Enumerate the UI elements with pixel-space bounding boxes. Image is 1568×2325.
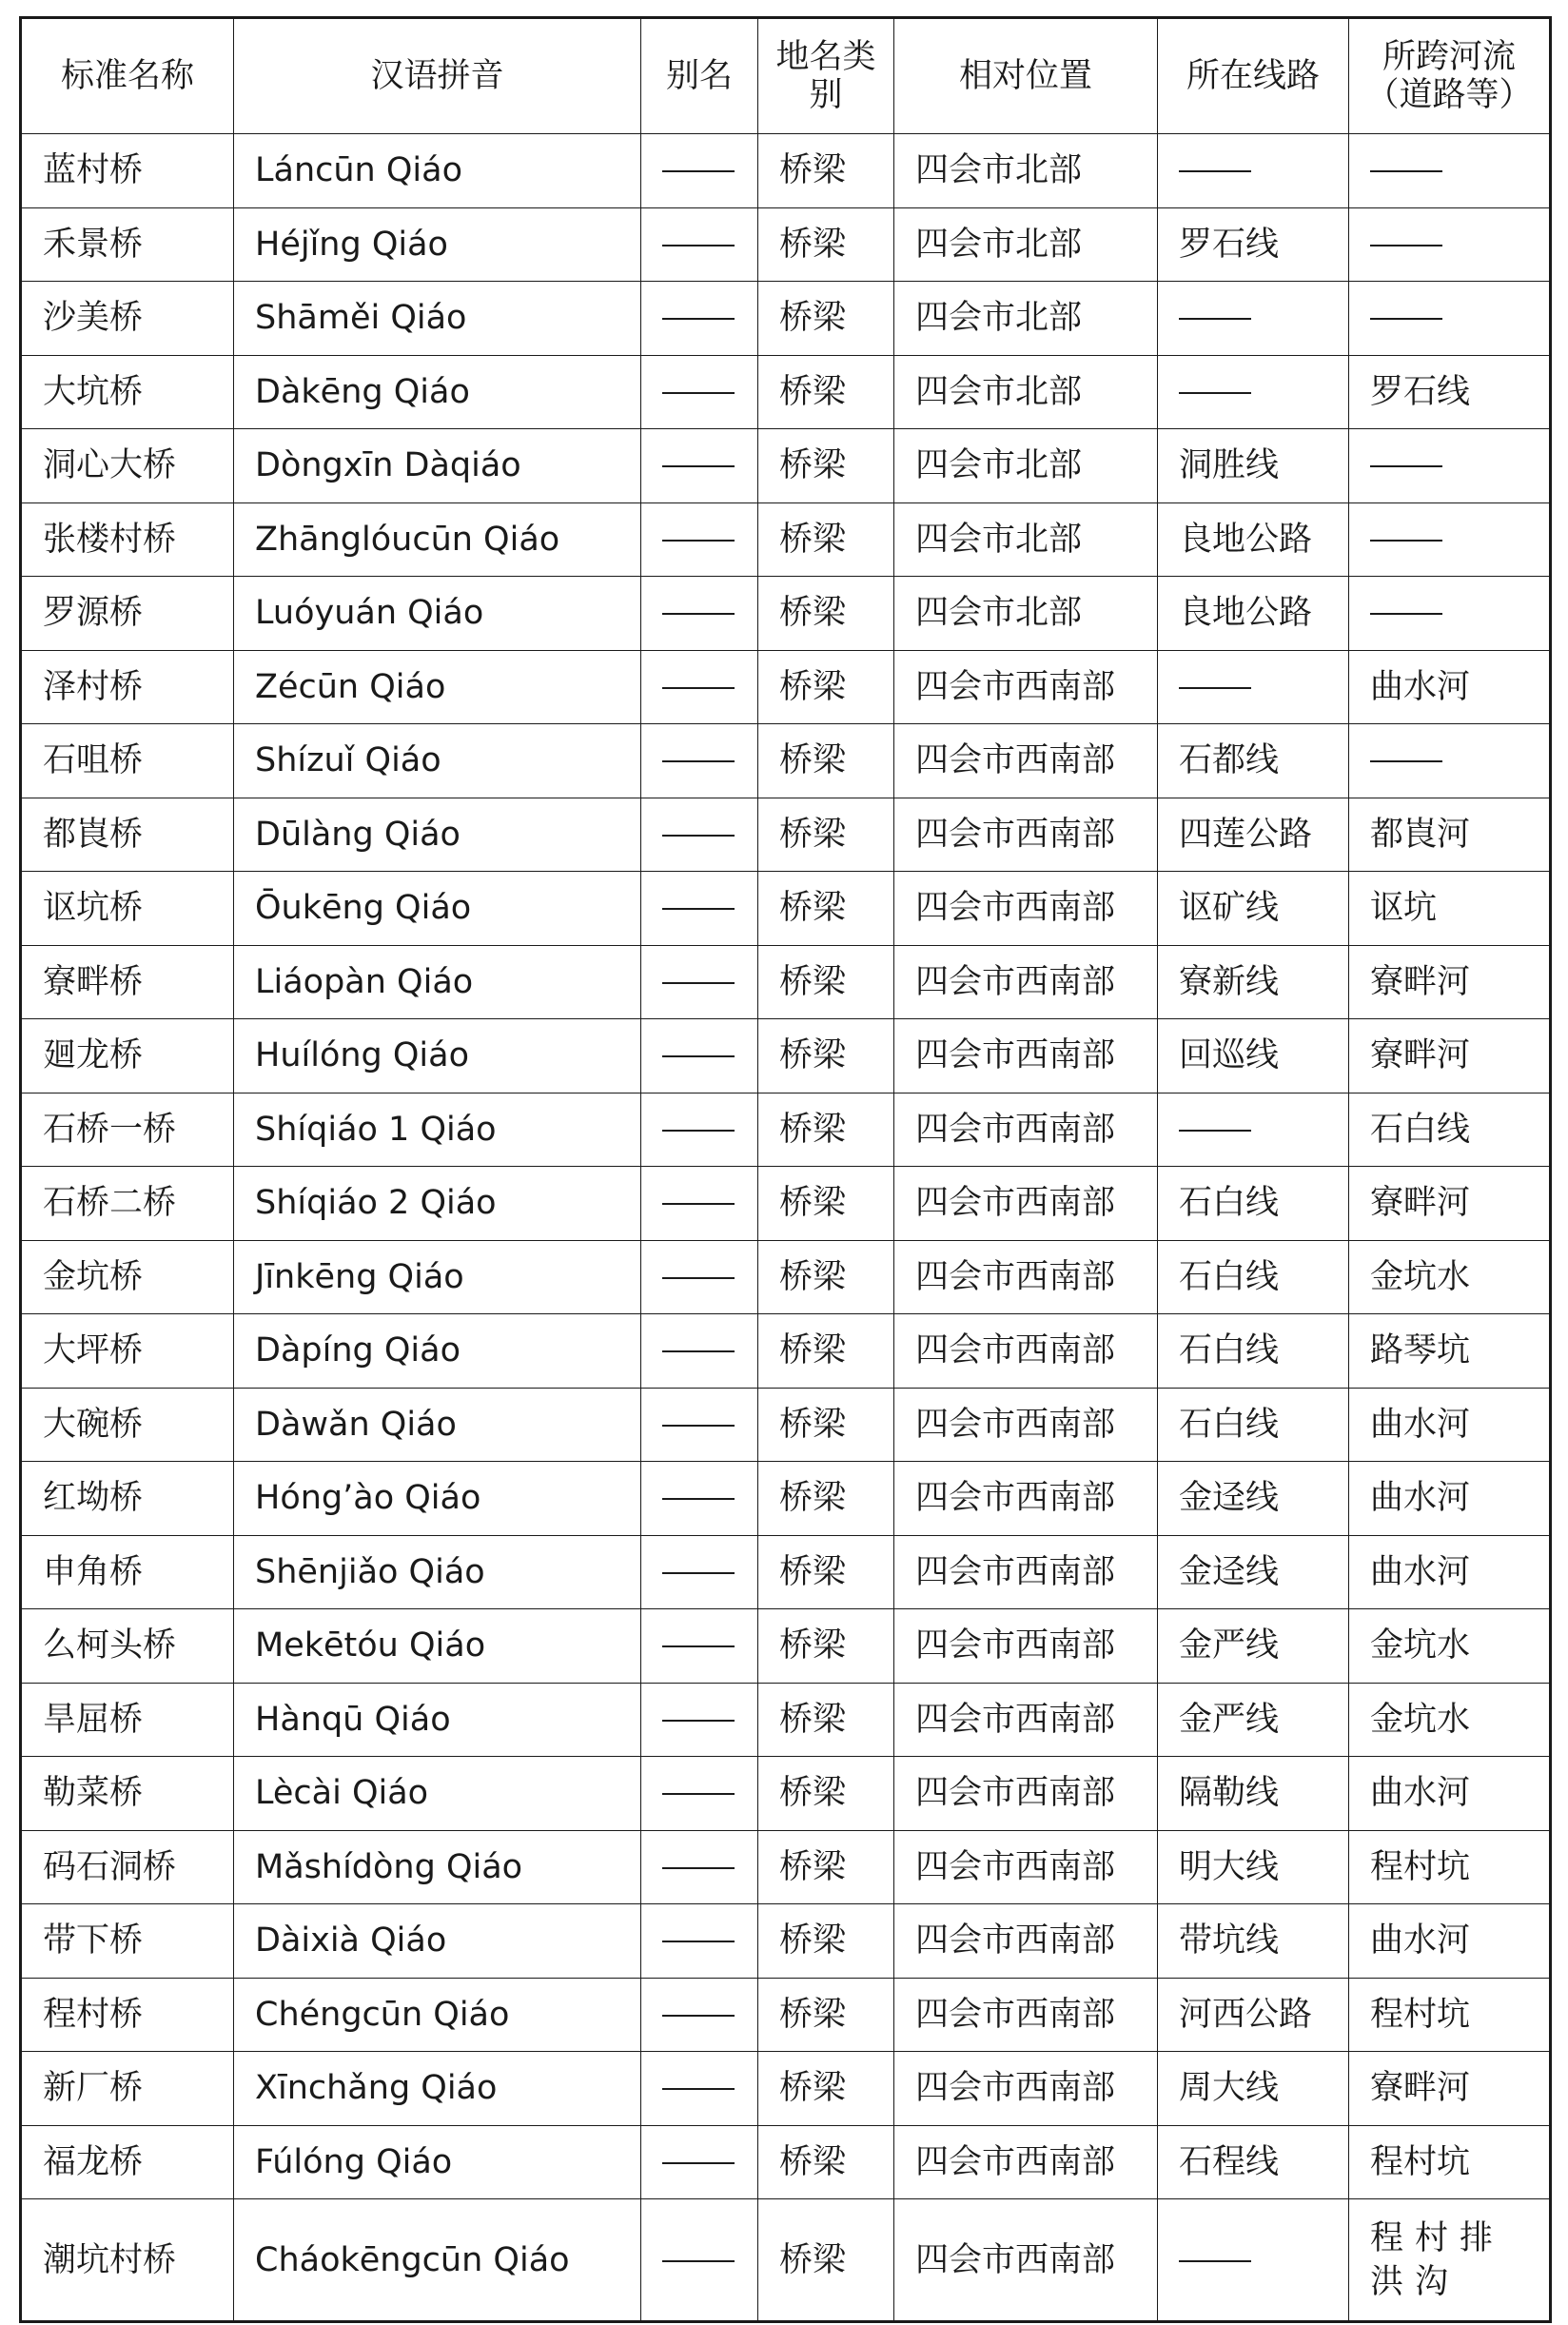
header-row bbox=[21, 18, 1551, 134]
cell-alias bbox=[641, 429, 758, 503]
dash-line bbox=[1370, 613, 1442, 615]
cell-category: 桥梁 bbox=[758, 577, 894, 651]
cell-standard-name: 石桥二桥 bbox=[21, 1167, 234, 1241]
cell-category: 桥梁 bbox=[758, 355, 894, 429]
cell-relative-position: 四会市西南部 bbox=[894, 1462, 1158, 1536]
cell-category: 桥梁 bbox=[758, 1462, 894, 1536]
cell-standard-name: 程村桥 bbox=[21, 1978, 234, 2052]
cell-standard-name: 新厂桥 bbox=[21, 2052, 234, 2126]
dash-line bbox=[1179, 170, 1251, 172]
dash-line bbox=[662, 318, 735, 320]
cell-route: 金迳线 bbox=[1158, 1535, 1349, 1609]
cell-route: 石程线 bbox=[1158, 2125, 1349, 2199]
dash-line bbox=[1370, 465, 1442, 467]
cell-relative-position: 四会市西南部 bbox=[894, 1830, 1158, 1904]
dash-line bbox=[662, 1645, 735, 1647]
cell-alias bbox=[641, 650, 758, 724]
table-row bbox=[21, 1904, 1551, 1979]
cell-alias bbox=[641, 2199, 758, 2322]
cell-pinyin: Dàixià Qiáo bbox=[234, 1904, 641, 1979]
cell-route: 金严线 bbox=[1158, 1683, 1349, 1757]
bridge-names-table bbox=[19, 16, 1552, 2323]
cell-relative-position: 四会市西南部 bbox=[894, 1019, 1158, 1094]
table-row bbox=[21, 1757, 1551, 1831]
cell-category: 桥梁 bbox=[758, 1093, 894, 1167]
cell-crosses bbox=[1349, 207, 1551, 282]
table-row bbox=[21, 872, 1551, 946]
cell-alias bbox=[641, 1462, 758, 1536]
table-row bbox=[21, 1240, 1551, 1314]
dash-line bbox=[662, 908, 735, 910]
dash-line bbox=[662, 2260, 735, 2262]
table-row bbox=[21, 650, 1551, 724]
dash-line bbox=[662, 540, 735, 542]
cell-alias bbox=[641, 1683, 758, 1757]
cell-relative-position: 四会市西南部 bbox=[894, 1535, 1158, 1609]
cell-crosses bbox=[1349, 282, 1551, 356]
dash-line bbox=[1179, 2260, 1251, 2262]
dash-line bbox=[662, 465, 735, 467]
cell-relative-position: 四会市西南部 bbox=[894, 650, 1158, 724]
table-row bbox=[21, 1683, 1551, 1757]
cell-route: 金严线 bbox=[1158, 1609, 1349, 1684]
cell-relative-position: 四会市西南部 bbox=[894, 1609, 1158, 1684]
table-row bbox=[21, 2199, 1551, 2322]
cell-relative-position: 四会市西南部 bbox=[894, 798, 1158, 872]
cell-relative-position: 四会市西南部 bbox=[894, 1683, 1158, 1757]
cell-standard-name: 禾景桥 bbox=[21, 207, 234, 282]
cell-alias bbox=[641, 1093, 758, 1167]
cell-alias bbox=[641, 207, 758, 282]
cell-route: 金迳线 bbox=[1158, 1462, 1349, 1536]
cell-crosses: 寮畔河 bbox=[1349, 945, 1551, 1019]
table-row bbox=[21, 134, 1551, 208]
table-row bbox=[21, 502, 1551, 577]
cell-standard-name: 金坑桥 bbox=[21, 1240, 234, 1314]
cell-route: 寮新线 bbox=[1158, 945, 1349, 1019]
cell-standard-name: 大碗桥 bbox=[21, 1388, 234, 1462]
dash-line bbox=[1370, 245, 1442, 246]
dash-line bbox=[662, 760, 735, 762]
dash-line bbox=[662, 2162, 735, 2164]
dash-line bbox=[1370, 170, 1442, 172]
cell-pinyin: Shíqiáo 1 Qiáo bbox=[234, 1093, 641, 1167]
cell-alias bbox=[641, 1314, 758, 1389]
dash-line bbox=[662, 1425, 735, 1427]
cell-relative-position: 四会市西南部 bbox=[894, 1167, 1158, 1241]
cell-pinyin: Chéngcūn Qiáo bbox=[234, 1978, 641, 2052]
cell-standard-name: 带下桥 bbox=[21, 1904, 234, 1979]
header-crosses: 所跨河流（道路等） bbox=[1349, 18, 1551, 134]
table-row bbox=[21, 1314, 1551, 1389]
cell-category: 桥梁 bbox=[758, 1167, 894, 1241]
cell-alias bbox=[641, 724, 758, 798]
cell-category: 桥梁 bbox=[758, 134, 894, 208]
cell-alias bbox=[641, 798, 758, 872]
cell-alias bbox=[641, 134, 758, 208]
dash-line bbox=[1370, 540, 1442, 542]
cell-category: 桥梁 bbox=[758, 2125, 894, 2199]
cell-route: 河西公路 bbox=[1158, 1978, 1349, 2052]
cell-crosses: 曲水河 bbox=[1349, 1757, 1551, 1831]
dash-line bbox=[662, 1498, 735, 1500]
cell-category: 桥梁 bbox=[758, 2199, 894, 2322]
cell-pinyin: Zécūn Qiáo bbox=[234, 650, 641, 724]
dash-line bbox=[1370, 318, 1442, 320]
cell-route bbox=[1158, 2199, 1349, 2322]
cell-alias bbox=[641, 355, 758, 429]
cell-standard-name: 码石洞桥 bbox=[21, 1830, 234, 1904]
cell-category: 桥梁 bbox=[758, 1757, 894, 1831]
cell-standard-name: 沙美桥 bbox=[21, 282, 234, 356]
cell-pinyin: Zhānglóucūn Qiáo bbox=[234, 502, 641, 577]
cell-standard-name: 福龙桥 bbox=[21, 2125, 234, 2199]
cell-pinyin: Liáopàn Qiáo bbox=[234, 945, 641, 1019]
table-row bbox=[21, 355, 1551, 429]
cell-route bbox=[1158, 134, 1349, 208]
dash-line bbox=[662, 2015, 735, 2017]
cell-crosses: 程村坑 bbox=[1349, 1978, 1551, 2052]
cell-pinyin: Hànqū Qiáo bbox=[234, 1683, 641, 1757]
cell-alias bbox=[641, 1240, 758, 1314]
cell-route: 良地公路 bbox=[1158, 577, 1349, 651]
cell-alias bbox=[641, 1535, 758, 1609]
cell-relative-position: 四会市西南部 bbox=[894, 1240, 1158, 1314]
cell-standard-name: 旱屈桥 bbox=[21, 1683, 234, 1757]
cell-pinyin: Lècài Qiáo bbox=[234, 1757, 641, 1831]
cell-category: 桥梁 bbox=[758, 1535, 894, 1609]
cell-standard-name: 勒菜桥 bbox=[21, 1757, 234, 1831]
table-row bbox=[21, 1388, 1551, 1462]
cell-route: 石都线 bbox=[1158, 724, 1349, 798]
dash-line bbox=[662, 1867, 735, 1869]
dash-line bbox=[662, 1941, 735, 1942]
table-row bbox=[21, 1093, 1551, 1167]
cell-crosses: 罗石线 bbox=[1349, 355, 1551, 429]
cell-crosses: 程村坑 bbox=[1349, 2125, 1551, 2199]
dash-line bbox=[662, 170, 735, 172]
dash-line bbox=[1179, 392, 1251, 394]
cell-crosses: 曲水河 bbox=[1349, 650, 1551, 724]
cell-standard-name: 泽村桥 bbox=[21, 650, 234, 724]
cell-alias bbox=[641, 1388, 758, 1462]
cell-relative-position: 四会市西南部 bbox=[894, 1093, 1158, 1167]
dash-line bbox=[662, 982, 735, 984]
cell-category: 桥梁 bbox=[758, 1314, 894, 1389]
cell-crosses: 程村排洪沟 bbox=[1349, 2199, 1551, 2322]
cell-category: 桥梁 bbox=[758, 207, 894, 282]
cell-alias bbox=[641, 1167, 758, 1241]
cell-pinyin: Shāměi Qiáo bbox=[234, 282, 641, 356]
cell-standard-name: 廻龙桥 bbox=[21, 1019, 234, 1094]
cell-route bbox=[1158, 1093, 1349, 1167]
cell-standard-name: 大坑桥 bbox=[21, 355, 234, 429]
cell-standard-name: 洞心大桥 bbox=[21, 429, 234, 503]
cell-crosses bbox=[1349, 577, 1551, 651]
cell-standard-name: 石桥一桥 bbox=[21, 1093, 234, 1167]
cell-pinyin: Shēnjiǎo Qiáo bbox=[234, 1535, 641, 1609]
cell-route bbox=[1158, 650, 1349, 724]
cell-relative-position: 四会市西南部 bbox=[894, 945, 1158, 1019]
dash-line bbox=[1179, 318, 1251, 320]
cell-standard-name: 讴坑桥 bbox=[21, 872, 234, 946]
cell-relative-position: 四会市西南部 bbox=[894, 1757, 1158, 1831]
header-pinyin: 汉语拼音 bbox=[234, 18, 641, 134]
cell-crosses: 寮畔河 bbox=[1349, 1019, 1551, 1094]
table-row bbox=[21, 2125, 1551, 2199]
cell-route: 石白线 bbox=[1158, 1167, 1349, 1241]
dash-line bbox=[662, 1720, 735, 1722]
cell-pinyin: Huílóng Qiáo bbox=[234, 1019, 641, 1094]
cell-route: 良地公路 bbox=[1158, 502, 1349, 577]
cell-standard-name: 大坪桥 bbox=[21, 1314, 234, 1389]
cell-relative-position: 四会市西南部 bbox=[894, 2052, 1158, 2126]
cell-category: 桥梁 bbox=[758, 429, 894, 503]
cell-crosses: 寮畔河 bbox=[1349, 1167, 1551, 1241]
dash-line bbox=[662, 613, 735, 615]
cell-route: 罗石线 bbox=[1158, 207, 1349, 282]
cell-crosses: 曲水河 bbox=[1349, 1904, 1551, 1979]
cell-relative-position: 四会市西南部 bbox=[894, 1978, 1158, 2052]
cell-crosses bbox=[1349, 502, 1551, 577]
cell-crosses: 都崀河 bbox=[1349, 798, 1551, 872]
cell-category: 桥梁 bbox=[758, 945, 894, 1019]
cell-route bbox=[1158, 355, 1349, 429]
table-row bbox=[21, 577, 1551, 651]
table-row bbox=[21, 945, 1551, 1019]
cell-alias bbox=[641, 1904, 758, 1979]
cell-standard-name: 申角桥 bbox=[21, 1535, 234, 1609]
cell-relative-position: 四会市北部 bbox=[894, 502, 1158, 577]
cell-pinyin: Ōukēng Qiáo bbox=[234, 872, 641, 946]
dash-line bbox=[662, 1793, 735, 1795]
cell-category: 桥梁 bbox=[758, 1904, 894, 1979]
cell-pinyin: Dàkēng Qiáo bbox=[234, 355, 641, 429]
cell-relative-position: 四会市西南部 bbox=[894, 2125, 1158, 2199]
cell-alias bbox=[641, 1609, 758, 1684]
cell-standard-name: 么柯头桥 bbox=[21, 1609, 234, 1684]
cell-standard-name: 红坳桥 bbox=[21, 1462, 234, 1536]
dash-line bbox=[662, 1203, 735, 1205]
cell-alias bbox=[641, 1019, 758, 1094]
cell-alias bbox=[641, 2052, 758, 2126]
cell-pinyin: Fúlóng Qiáo bbox=[234, 2125, 641, 2199]
cell-pinyin: Cháokēngcūn Qiáo bbox=[234, 2199, 641, 2322]
dash-line bbox=[1370, 760, 1442, 762]
header-relative-position: 相对位置 bbox=[894, 18, 1158, 134]
cell-crosses: 寮畔河 bbox=[1349, 2052, 1551, 2126]
cell-category: 桥梁 bbox=[758, 650, 894, 724]
cell-route: 周大线 bbox=[1158, 2052, 1349, 2126]
header-alias: 别名 bbox=[641, 18, 758, 134]
cell-pinyin: Shíqiáo 2 Qiáo bbox=[234, 1167, 641, 1241]
cell-crosses bbox=[1349, 429, 1551, 503]
cell-standard-name: 蓝村桥 bbox=[21, 134, 234, 208]
cell-route: 四莲公路 bbox=[1158, 798, 1349, 872]
cell-crosses bbox=[1349, 134, 1551, 208]
cell-alias bbox=[641, 945, 758, 1019]
cell-crosses: 路琴坑 bbox=[1349, 1314, 1551, 1389]
dash-line bbox=[662, 1130, 735, 1132]
cell-alias bbox=[641, 282, 758, 356]
cell-standard-name: 石咀桥 bbox=[21, 724, 234, 798]
table-row bbox=[21, 1535, 1551, 1609]
cell-category: 桥梁 bbox=[758, 1240, 894, 1314]
dash-line bbox=[662, 1572, 735, 1574]
cell-standard-name: 罗源桥 bbox=[21, 577, 234, 651]
cell-alias bbox=[641, 872, 758, 946]
cell-relative-position: 四会市西南部 bbox=[894, 1904, 1158, 1979]
cell-pinyin: Dàwǎn Qiáo bbox=[234, 1388, 641, 1462]
cell-relative-position: 四会市北部 bbox=[894, 429, 1158, 503]
cell-pinyin: Xīnchǎng Qiáo bbox=[234, 2052, 641, 2126]
cell-route bbox=[1158, 282, 1349, 356]
cell-category: 桥梁 bbox=[758, 1609, 894, 1684]
cell-crosses: 程村坑 bbox=[1349, 1830, 1551, 1904]
cell-relative-position: 四会市西南部 bbox=[894, 724, 1158, 798]
cell-pinyin: Hóng’ào Qiáo bbox=[234, 1462, 641, 1536]
cell-route: 石白线 bbox=[1158, 1388, 1349, 1462]
cell-route: 讴矿线 bbox=[1158, 872, 1349, 946]
cell-crosses: 金坑水 bbox=[1349, 1609, 1551, 1684]
dash-line bbox=[662, 1277, 735, 1279]
header-category: 地名类别 bbox=[758, 18, 894, 134]
dash-line bbox=[662, 245, 735, 246]
table-row bbox=[21, 2052, 1551, 2126]
cell-category: 桥梁 bbox=[758, 798, 894, 872]
table-row bbox=[21, 429, 1551, 503]
cell-category: 桥梁 bbox=[758, 1388, 894, 1462]
cell-route: 洞胜线 bbox=[1158, 429, 1349, 503]
header-route: 所在线路 bbox=[1158, 18, 1349, 134]
table-row bbox=[21, 1978, 1551, 2052]
cell-relative-position: 四会市北部 bbox=[894, 355, 1158, 429]
cell-relative-position: 四会市西南部 bbox=[894, 872, 1158, 946]
cell-relative-position: 四会市北部 bbox=[894, 207, 1158, 282]
cell-standard-name: 都崀桥 bbox=[21, 798, 234, 872]
cell-pinyin: Mekētóu Qiáo bbox=[234, 1609, 641, 1684]
cell-crosses: 讴坑 bbox=[1349, 872, 1551, 946]
dash-line bbox=[1179, 1130, 1251, 1132]
cell-relative-position: 四会市西南部 bbox=[894, 2199, 1158, 2322]
cell-category: 桥梁 bbox=[758, 1978, 894, 2052]
cell-relative-position: 四会市西南部 bbox=[894, 1388, 1158, 1462]
header-standard-name: 标准名称 bbox=[21, 18, 234, 134]
dash-line bbox=[662, 1350, 735, 1352]
cell-crosses bbox=[1349, 724, 1551, 798]
cell-alias bbox=[641, 2125, 758, 2199]
table-row bbox=[21, 1462, 1551, 1536]
cell-route: 石白线 bbox=[1158, 1314, 1349, 1389]
cell-pinyin: Dàpíng Qiáo bbox=[234, 1314, 641, 1389]
cell-category: 桥梁 bbox=[758, 724, 894, 798]
cell-category: 桥梁 bbox=[758, 872, 894, 946]
cell-relative-position: 四会市北部 bbox=[894, 282, 1158, 356]
cell-crosses: 曲水河 bbox=[1349, 1535, 1551, 1609]
dash-line bbox=[662, 687, 735, 689]
cell-pinyin: Dòngxīn Dàqiáo bbox=[234, 429, 641, 503]
cell-crosses: 曲水河 bbox=[1349, 1388, 1551, 1462]
cell-alias bbox=[641, 1978, 758, 2052]
table-row bbox=[21, 724, 1551, 798]
cell-route: 明大线 bbox=[1158, 1830, 1349, 1904]
cell-alias bbox=[641, 1830, 758, 1904]
table-header bbox=[21, 18, 1551, 134]
cell-route: 石白线 bbox=[1158, 1240, 1349, 1314]
table-row bbox=[21, 1609, 1551, 1684]
table-row bbox=[21, 207, 1551, 282]
cell-pinyin: Shízuǐ Qiáo bbox=[234, 724, 641, 798]
cell-crosses: 金坑水 bbox=[1349, 1683, 1551, 1757]
cell-category: 桥梁 bbox=[758, 282, 894, 356]
cell-category: 桥梁 bbox=[758, 502, 894, 577]
table-row bbox=[21, 1830, 1551, 1904]
cell-pinyin: Láncūn Qiáo bbox=[234, 134, 641, 208]
cell-category: 桥梁 bbox=[758, 2052, 894, 2126]
cell-relative-position: 四会市北部 bbox=[894, 134, 1158, 208]
cell-route: 隔勒线 bbox=[1158, 1757, 1349, 1831]
cell-relative-position: 四会市北部 bbox=[894, 577, 1158, 651]
cell-standard-name: 寮畔桥 bbox=[21, 945, 234, 1019]
cell-pinyin: Luóyuán Qiáo bbox=[234, 577, 641, 651]
cell-crosses: 金坑水 bbox=[1349, 1240, 1551, 1314]
table-body bbox=[21, 134, 1551, 2322]
cell-standard-name: 张楼村桥 bbox=[21, 502, 234, 577]
dash-line bbox=[1179, 687, 1251, 689]
cell-crosses: 石白线 bbox=[1349, 1093, 1551, 1167]
cell-pinyin: Mǎshídòng Qiáo bbox=[234, 1830, 641, 1904]
cell-route: 带坑线 bbox=[1158, 1904, 1349, 1979]
cell-alias bbox=[641, 502, 758, 577]
bridge-names-table-container bbox=[19, 16, 1549, 2323]
cell-route: 回巡线 bbox=[1158, 1019, 1349, 1094]
table-row bbox=[21, 798, 1551, 872]
dash-line bbox=[662, 835, 735, 837]
cell-category: 桥梁 bbox=[758, 1683, 894, 1757]
cell-relative-position: 四会市西南部 bbox=[894, 1314, 1158, 1389]
dash-line bbox=[662, 1055, 735, 1057]
cell-alias bbox=[641, 577, 758, 651]
cell-pinyin: Jīnkēng Qiáo bbox=[234, 1240, 641, 1314]
cell-pinyin: Dūlàng Qiáo bbox=[234, 798, 641, 872]
cell-crosses: 曲水河 bbox=[1349, 1462, 1551, 1536]
cell-standard-name: 潮坑村桥 bbox=[21, 2199, 234, 2322]
cell-alias bbox=[641, 1757, 758, 1831]
table-row bbox=[21, 1019, 1551, 1094]
dash-line bbox=[662, 392, 735, 394]
cell-category: 桥梁 bbox=[758, 1830, 894, 1904]
cell-pinyin: Héjǐng Qiáo bbox=[234, 207, 641, 282]
table-row bbox=[21, 282, 1551, 356]
table-row bbox=[21, 1167, 1551, 1241]
dash-line bbox=[662, 2088, 735, 2090]
cell-category: 桥梁 bbox=[758, 1019, 894, 1094]
